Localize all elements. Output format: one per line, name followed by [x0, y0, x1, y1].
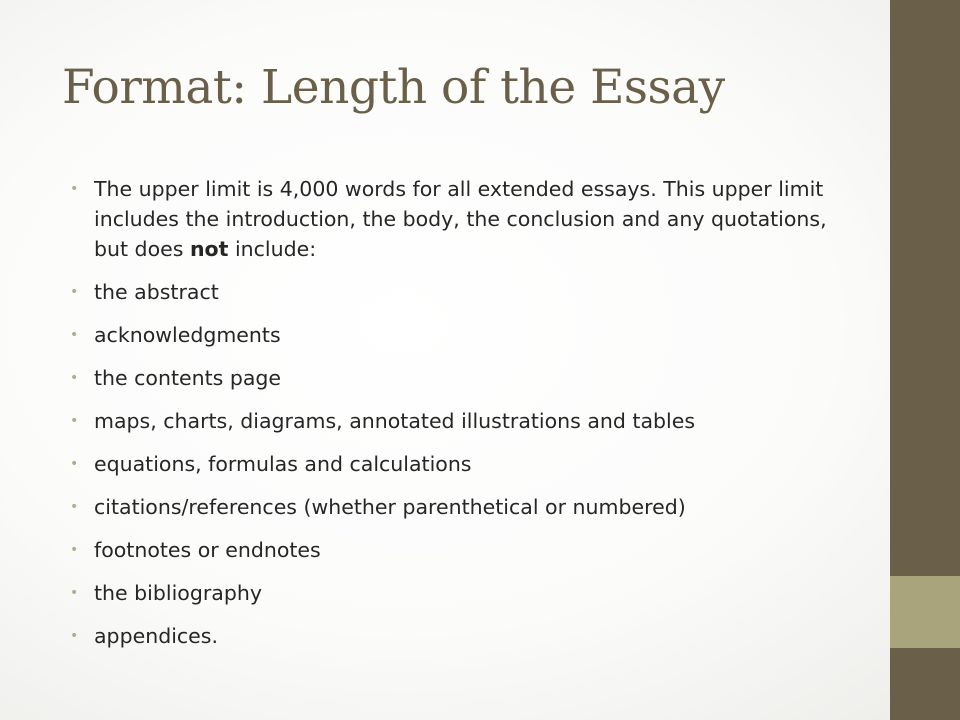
bullet-item-text: the contents page — [94, 366, 282, 390]
bullet-dot-icon: • — [70, 284, 79, 300]
bullet-item-text: footnotes or endnotes — [94, 538, 321, 562]
bullet-dot-icon: • — [70, 181, 79, 197]
bullet-item-text: acknowledgments — [94, 323, 281, 347]
intro-text-bold: not — [189, 237, 229, 261]
bullet-item — [70, 363, 840, 393]
bullet-item-text: appendices. — [94, 624, 218, 648]
bullet-dot-icon: • — [70, 499, 79, 515]
bullet-item — [70, 406, 840, 436]
side-accent-bar-middle — [890, 576, 960, 648]
bullet-item-text: citations/references (whether parenthetical or numbered) — [94, 495, 686, 519]
bullet-dot-icon: • — [70, 585, 79, 601]
bullet-item — [70, 449, 840, 479]
intro-text-before: The upper limit is 4,000 words for all extended essays. This upper limit includes the introduction, the body, the conclusion and any quotations, but does — [94, 177, 827, 261]
bullet-dot-icon: • — [70, 456, 79, 472]
bullet-dot-icon: • — [70, 628, 79, 644]
bullet-item — [70, 578, 840, 608]
bullet-item-text: equations, formulas and calculations — [94, 452, 472, 476]
bullet-intro — [70, 174, 840, 264]
intro-text-after: include: — [228, 237, 317, 261]
side-accent-bar-top — [890, 0, 960, 576]
bullet-item — [70, 320, 840, 350]
bullet-list — [70, 174, 840, 664]
bullet-item — [70, 492, 840, 522]
bullet-dot-icon: • — [70, 413, 79, 429]
side-accent-bar-bottom — [890, 648, 960, 720]
bullet-dot-icon: • — [70, 370, 79, 386]
bullet-item — [70, 277, 840, 307]
bullet-item-text: the abstract — [94, 280, 219, 304]
slide-title: Format: Length of the Essay — [62, 60, 725, 115]
bullet-item — [70, 535, 840, 565]
bullet-dot-icon: • — [70, 542, 79, 558]
bullet-item — [70, 621, 840, 651]
bullet-dot-icon: • — [70, 327, 79, 343]
bullet-item-text: maps, charts, diagrams, annotated illustrations and tables — [94, 409, 696, 433]
bullet-item-text: the bibliography — [94, 581, 262, 605]
